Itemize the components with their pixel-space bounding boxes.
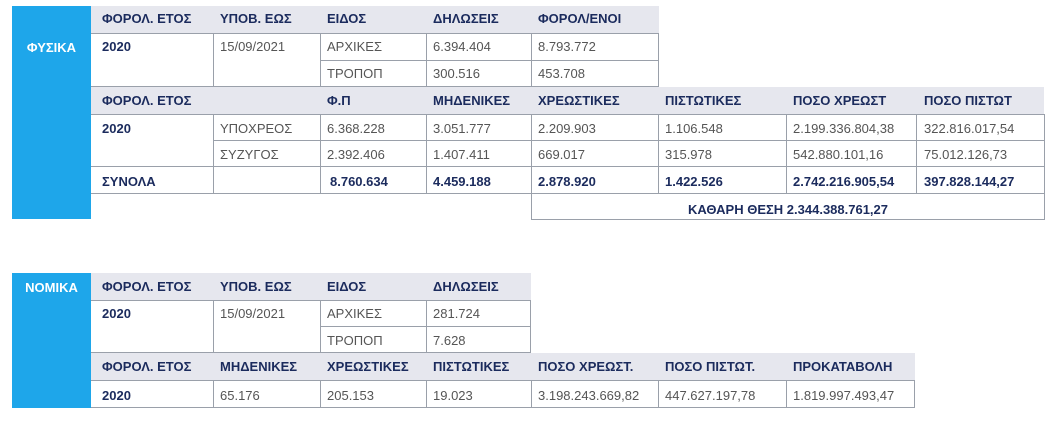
detail-debit: 669.017 (538, 147, 585, 162)
nomika-detail-advance: 1.819.997.493,47 (793, 388, 895, 403)
grid-line (91, 407, 915, 408)
nomika-header-declarations: ΔΗΛΩΣΕΙΣ (433, 279, 499, 294)
nomika-top-date: 15/09/2021 (220, 306, 286, 321)
header-tax-year: ΦΟΡΟΛ. ΕΤΟΣ (102, 11, 192, 26)
nomika-detail-zero: 65.176 (220, 388, 260, 403)
nomika-type-initial: ΑΡΧΙΚΕΣ (327, 306, 383, 321)
grid-line (531, 219, 1045, 220)
detail-credit-amount: 75.012.126,73 (924, 147, 1008, 162)
fysika-taxpayers-amend: 453.708 (538, 66, 585, 81)
totals-fp: 8.760.634 (330, 174, 388, 189)
grid-line (914, 380, 915, 407)
detail-credit-amount: 322.816.017,54 (924, 121, 1015, 136)
grid-line (213, 300, 214, 352)
grid-line (91, 300, 531, 301)
grid-line (530, 300, 531, 352)
nomika-header-type: ΕΙΔΟΣ (327, 279, 367, 294)
header-taxpayers: ΦΟΡΟΛ/ΕΝΟΙ (538, 11, 622, 26)
grid-line (213, 114, 214, 193)
grid-line (91, 166, 1044, 167)
detail-header-tax-year: ΦΟΡΟΛ. ΕΤΟΣ (102, 93, 192, 108)
detail-zero: 1.407.411 (433, 147, 490, 162)
fysika-top-date: 15/09/2021 (220, 39, 286, 54)
grid-line (320, 300, 321, 352)
nomika-type-amend: ΤΡΟΠΟΠ (327, 333, 383, 348)
grid-line (91, 114, 1044, 115)
fysika-decl-initial: 6.394.404 (433, 39, 491, 54)
nomika-detail-header-zero: ΜΗΔΕΝΙΚΕΣ (220, 359, 298, 374)
detail-zero: 3.051.777 (433, 121, 491, 136)
detail-header-credit-amount: ΠΟΣΟ ΠΙΣΤΩΤ (924, 93, 1012, 108)
nomika-detail-header-debit: ΧΡΕΩΣΤΙΚΕΣ (327, 359, 409, 374)
grid-line (320, 114, 321, 193)
grid-line (916, 114, 917, 193)
nomika-section-label: ΝΟΜΙΚΑ (25, 280, 78, 295)
detail-credit: 1.106.548 (665, 121, 723, 136)
grid-line (91, 193, 1044, 194)
grid-line (426, 114, 427, 193)
detail-debit-amount: 542.880.101,16 (793, 147, 884, 162)
grid-line (531, 380, 532, 407)
totals-credit-amount: 397.828.144,27 (924, 174, 1015, 189)
totals-label: ΣΥΝΟΛΑ (102, 174, 156, 189)
header-type: ΕΙΔΟΣ (327, 11, 367, 26)
grid-line (213, 33, 214, 86)
grid-line (658, 33, 659, 86)
totals-debit-amount: 2.742.216.905,54 (793, 174, 895, 189)
fysika-taxpayers-initial: 8.793.772 (538, 39, 596, 54)
fysika-decl-amend: 300.516 (433, 66, 480, 81)
net-position: ΚΑΘΑΡΗ ΘΕΣΗ 2.344.388.761,27 (687, 202, 889, 217)
grid-line (531, 114, 532, 220)
totals-debit: 2.878.920 (538, 174, 596, 189)
detail-header-credit: ΠΙΣΤΩΤΙΚΕΣ (665, 93, 742, 108)
grid-line (658, 380, 659, 407)
nomika-decl-initial: 281.724 (433, 306, 480, 321)
grid-line (320, 33, 321, 86)
detail-header-zero: ΜΗΔΕΝΙΚΕΣ (433, 93, 511, 108)
fysika-top-year: 2020 (102, 39, 131, 54)
grid-line (91, 33, 659, 34)
nomika-detail-header-advance: ΠΡΟΚΑΤΑΒΟΛΗ (793, 359, 893, 374)
fysika-section-label: ΦΥΣΙΚΑ (26, 40, 77, 55)
detail-header-fp: Φ.Π (327, 93, 351, 108)
grid-line (426, 380, 427, 407)
nomika-header-tax-year: ΦΟΡΟΛ. ΕΤΟΣ (102, 279, 192, 294)
detail-debit: 2.209.903 (538, 121, 596, 136)
nomika-detail-credit-amount: 447.627.197,78 (665, 388, 756, 403)
nomika-detail-debit: 205.153 (327, 388, 374, 403)
grid-line (320, 60, 659, 61)
nomika-detail-header-credit-amount: ΠΟΣΟ ΠΙΣΤΩΤ. (665, 359, 756, 374)
header-declarations: ΔΗΛΩΣΕΙΣ (433, 11, 499, 26)
grid-line (786, 114, 787, 193)
grid-line (320, 380, 321, 407)
detail-header-debit: ΧΡΕΩΣΤΙΚΕΣ (538, 93, 620, 108)
grid-line (213, 140, 1044, 141)
nomika-decl-amend: 7.628 (433, 333, 466, 348)
fysika-type-initial: ΑΡΧΙΚΕΣ (327, 39, 383, 54)
nomika-header-submitted-until: ΥΠΟΒ. ΕΩΣ (220, 279, 292, 294)
fysika-type-amend: ΤΡΟΠΟΠ (327, 66, 383, 81)
detail-who-obligor: ΥΠΟΧΡΕΟΣ (220, 121, 293, 136)
grid-line (658, 114, 659, 193)
grid-line (91, 380, 915, 381)
grid-line (213, 380, 214, 407)
nomika-detail-year: 2020 (102, 388, 131, 403)
detail-fp: 6.368.228 (327, 121, 385, 136)
detail-debit-amount: 2.199.336.804,38 (793, 121, 895, 136)
detail-year: 2020 (102, 121, 131, 136)
detail-who-spouse: ΣΥΖΥΓΟΣ (220, 147, 279, 162)
grid-line (786, 380, 787, 407)
grid-line (426, 33, 427, 86)
totals-zero: 4.459.188 (433, 174, 491, 189)
nomika-detail-debit-amount: 3.198.243.669,82 (538, 388, 640, 403)
grid-line (531, 33, 532, 86)
fysika-side-bar (12, 6, 91, 219)
header-submitted-until: ΥΠΟΒ. ΕΩΣ (220, 11, 292, 26)
nomika-detail-header-debit-amount: ΠΟΣΟ ΧΡΕΩΣΤ. (538, 359, 634, 374)
detail-credit: 315.978 (665, 147, 712, 162)
nomika-top-year: 2020 (102, 306, 131, 321)
detail-header-debit-amount: ΠΟΣΟ ΧΡΕΩΣΤ (793, 93, 887, 108)
nomika-detail-header-credit: ΠΙΣΤΩΤΙΚΕΣ (433, 359, 510, 374)
grid-line (426, 300, 427, 352)
nomika-detail-header-tax-year: ΦΟΡΟΛ. ΕΤΟΣ (102, 359, 192, 374)
nomika-detail-credit: 19.023 (433, 388, 473, 403)
grid-line (1044, 114, 1045, 220)
detail-fp: 2.392.406 (327, 147, 385, 162)
totals-credit: 1.422.526 (665, 174, 723, 189)
